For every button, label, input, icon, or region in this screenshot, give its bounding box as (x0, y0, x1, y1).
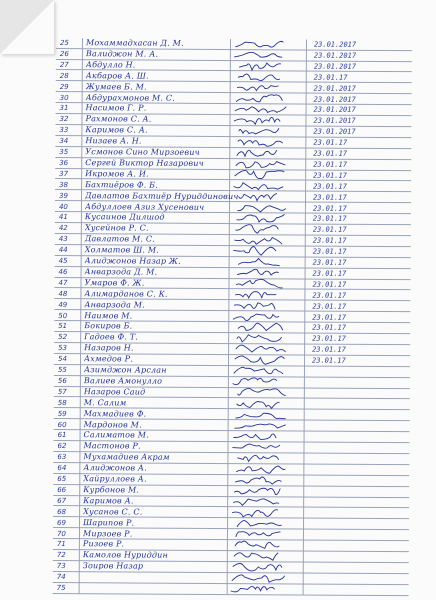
row-name: Мирзоев Р. (82, 528, 133, 538)
row-number: 58 (57, 398, 67, 407)
row-date: 23.01.2017 (313, 62, 357, 71)
row-number: 43 (58, 235, 68, 244)
row-number: 30 (59, 93, 69, 102)
row-number: 59 (57, 409, 67, 418)
row-number: 42 (58, 224, 68, 233)
row-number: 53 (58, 344, 68, 353)
row-name: Зоиров Назар (82, 561, 144, 571)
row-date: 23.01.17 (312, 356, 346, 365)
row-name: Азимджон Арслан (83, 365, 167, 375)
row-date: 23.01.17 (312, 345, 346, 354)
row-number: 33 (59, 126, 69, 135)
row-name: Каримов А. (83, 495, 134, 506)
row-date: 23.01.17 (312, 258, 347, 267)
row-name: Кусаинов Дилшод (84, 212, 165, 223)
row-number: 47 (58, 278, 68, 287)
row-name: Ахмедов Р. (84, 354, 134, 364)
row-date: 23.01.2017 (313, 51, 357, 60)
row-name: Камолов Нуриддин (82, 550, 169, 560)
row-number: 28 (59, 71, 69, 80)
row-number: 72 (56, 551, 66, 560)
row-date: 23.01.2017 (313, 127, 356, 137)
row-number: 68 (57, 507, 67, 516)
row-date: 23.01.17 (312, 269, 347, 278)
row-date: 23.01.17 (312, 214, 347, 224)
row-name: М. Салим (83, 397, 127, 408)
row-name: Салиматов М. (83, 430, 149, 440)
row-date: 23.01.17 (312, 291, 347, 300)
row-name: Рахмонов С. А. (85, 114, 152, 124)
row-number: 51 (58, 322, 68, 331)
row-date: 23.01.17 (313, 182, 347, 191)
row-date: 23.01.17 (312, 204, 347, 213)
row-name: Назаров Н. (84, 343, 134, 353)
row-date: 23.01.17 (312, 302, 347, 311)
row-date: 23.01.17 (313, 138, 348, 147)
row-name: Холматов Ш. М. (84, 245, 160, 255)
row-number: 56 (57, 376, 67, 385)
row-date: 23.01.17 (312, 323, 346, 333)
row-name: Валиев Амонулло (83, 376, 163, 386)
row-number: 65 (57, 475, 67, 484)
row-number: 45 (58, 257, 68, 266)
row-number: 61 (57, 431, 67, 440)
row-name: Назаров Саид (83, 386, 146, 397)
row-date: 23.01.2017 (313, 95, 356, 104)
row-name: Давлатов М. С. (84, 234, 155, 244)
row-number: 74 (56, 573, 66, 582)
row-number: 67 (57, 496, 67, 505)
row-name: Наимов М. (84, 310, 133, 320)
row-name: Валиджон М. А. (85, 49, 159, 59)
row-number: 48 (58, 289, 68, 298)
row-number: 49 (58, 300, 68, 309)
row-name: Мардонов М. (83, 419, 142, 430)
row-date: 23.01.17 (312, 334, 346, 344)
row-name: Насимов Г. Р. (85, 103, 147, 113)
row-number: 29 (59, 82, 69, 91)
row-date: 23.01.2017 (313, 116, 356, 126)
row-number: 36 (59, 158, 69, 167)
row-name: Абдурахмонов М. С. (85, 92, 176, 103)
row-name: Махмадиев Ф. (83, 408, 147, 419)
row-number: 37 (59, 169, 69, 178)
row-date: 23.01.17 (312, 247, 347, 256)
row-number: 50 (58, 311, 68, 320)
row-name: Абдуллоев Азиз Хусенович (84, 201, 205, 212)
row-name: Шарипов Р. (83, 517, 135, 528)
row-number: 55 (57, 366, 67, 375)
signature-table (53, 38, 412, 596)
row-name: Гадоев Ф. Т. (84, 332, 139, 342)
row-number: 44 (58, 246, 68, 255)
row-date: 23.01.17 (312, 225, 347, 235)
row-name: Курбонов М. (83, 485, 140, 495)
row-name: Бахтиёров Ф. Б. (85, 179, 159, 190)
row-name: Анварзода Д. М. (84, 267, 158, 277)
row-date: 23.01.17 (312, 313, 347, 322)
row-date: 23.01.2017 (313, 84, 356, 93)
row-name: Хайруллоев А. (83, 474, 147, 484)
row-number: 62 (57, 442, 67, 451)
row-number: 52 (58, 333, 68, 342)
row-name: Жумаев Б. М. (85, 81, 147, 92)
row-date: 23.01.17 (312, 280, 347, 289)
row-number: 75 (56, 584, 66, 593)
row-number: 71 (56, 540, 66, 549)
row-name: Хусанов С. С. (83, 506, 143, 517)
row-number: 32 (59, 115, 69, 124)
handwritten-signature (229, 582, 285, 596)
row-number: 70 (56, 529, 66, 538)
row-number: 60 (57, 420, 67, 429)
row-number: 41 (58, 213, 68, 222)
row-number: 40 (58, 202, 68, 211)
row-number: 26 (59, 49, 69, 58)
row-number: 27 (59, 60, 69, 69)
row-number: 39 (59, 191, 68, 200)
row-name: Низаев А. Н. (85, 136, 142, 146)
row-date: 23.01.17 (313, 193, 347, 202)
row-number: 57 (57, 387, 67, 396)
row-name: Мохаммадхасан Д. М. (85, 38, 184, 48)
row-number: 35 (59, 148, 69, 157)
row-number: 73 (56, 562, 66, 571)
row-name: Сергей Виктор Назарович (85, 158, 204, 168)
row-number: 46 (58, 267, 68, 276)
row-number: 66 (57, 485, 67, 494)
row-name: Мастонов Р. (83, 441, 141, 451)
row-number: 38 (59, 180, 69, 189)
row-name: Давлатов Бахтиёр Нуриддинович (85, 190, 239, 201)
row-number: 69 (57, 518, 66, 527)
folded-corner (0, 0, 54, 54)
row-date: 23.01.17 (312, 236, 347, 245)
row-date: 23.01.17 (313, 160, 347, 169)
row-date: 23.01.2017 (313, 105, 356, 115)
row-date: 23.01.17 (313, 73, 348, 82)
row-number: 64 (57, 464, 67, 473)
row-name: Каримов С. А. (85, 125, 148, 135)
row-date: 23.01.17 (313, 149, 348, 158)
row-name: Икромов А. И. (85, 168, 149, 179)
row-name: Мухамадиев Акрам (83, 452, 170, 462)
row-number: 34 (59, 137, 69, 146)
table-row (53, 583, 409, 596)
row-name: Анварзода М. (84, 299, 145, 310)
row-number: 54 (58, 355, 67, 364)
row-name: Алимарданов С. К. (84, 288, 168, 299)
row-name: Умаров Ф. Ж. (84, 277, 145, 288)
row-name: Акбаров А. Ш. (85, 70, 149, 81)
row-name: Алиджонов А. (83, 463, 147, 473)
row-name: Ризоев Р. (82, 539, 125, 549)
row-name: Абдулло Н. (85, 59, 136, 70)
row-number: 25 (59, 39, 69, 48)
row-number: 63 (57, 453, 67, 462)
row-name: Усмонов Сино Мирзоевич (85, 147, 200, 157)
row-name: Хусейнов Р. С. (84, 223, 149, 233)
row-name: Бокиров Б. (84, 321, 133, 331)
row-date: 23.01.17 (313, 171, 347, 180)
row-name: Алиджонов Назар Ж. (84, 256, 181, 266)
row-number: 31 (59, 104, 69, 113)
row-date: 23.01.2017 (313, 40, 357, 49)
